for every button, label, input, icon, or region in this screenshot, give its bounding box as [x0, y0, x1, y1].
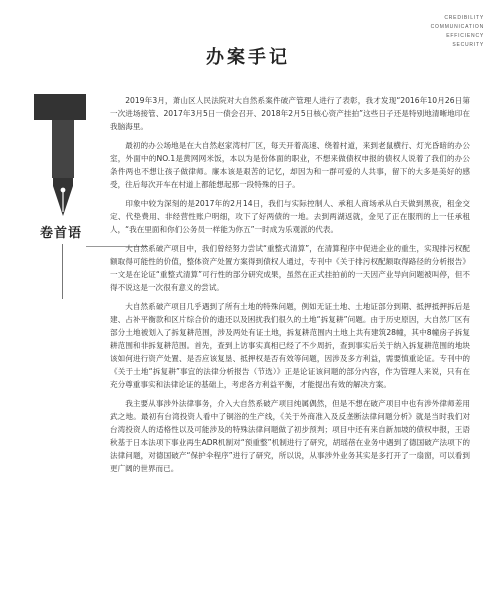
paragraph: 印象中较为深刻的是2017年的2月14日，我们与实际控制人、承租人商场承从白天做到黑夜，租金交定、代垫费用、非经营性账户明细，攻下了好两债的一地。去到两湖返就，金见了正在服刑的上一任承租人，“我在里面和你们公务员一样能为你五”一时成为乐观派的代表。 [110, 199, 470, 234]
paragraph: 最初的办公场地是在大自然赵家湾村厂区，每天开着高速、绕着村道，来到老鼠横行、灯光昏暗的办公室，外面中的NO.1是黄网网米饭，本以为是份体面的职业，不想来做债权申报的债权人说着了我们的办公条件两也不想让孩子做律师。廉本该是艰苦的记忆，却因为和一群可爱的人共事，留下的大多是美好的感受，往后每次开车在村道上都能想起那一段特殊的日子。 [110, 141, 470, 189]
paragraph: 大自然系破产项目几乎遇到了所有土地的特殊问题，例如无证土地、土地证部分到期、抵押抵押拆后是建、占补平衡款和区片综合价的遗还以及困扰我们很久的土地“拆复耕”问题。由于历史原因，大自然厂区有部分土地被划入了拆复耕范围，涉及两处有证土地，拆复耕范围内土地上共有建筑28幢，其中8幢房子拆复耕范围和非拆复耕范围。首先，查到上访事实真相已经了不少周折，查到事实后关于纳入拆复耕范围的地块该如何进行资产处置、是否应该复垦、抵押权是否有效等问题，因涉及多方利益，需要慎重论证。专刊中的《关于土地“拆复耕”事宜的法律分析报告（节选）》正是论证该问题的部分内容，作为管理人来说，只有在充分尊重事实和法律论证的基础上，考虑各方利益平衡，才能提出有效的解决方案。 [110, 302, 470, 389]
sidebar-bar [34, 94, 86, 120]
paragraph: 2019年3月，萧山区人民法院对大自然系案件破产管理人进行了表彰，我才发现“2016年10月26日第一次进场接管、2017年3月5日一债会召开、2018年2月5日核心资产挂拍”这些日子还是特别地清晰地印在我脑海里。 [110, 96, 470, 131]
paragraph: 大自然系破产项目中，我们曾经努力尝试“重整式清算”，在清算程序中促进企业的重生，实现排污权配额取得可能性的价值，整体资产处置方案得到债权人通过，专刊中《关于排污权配额取得路径的分析报告》一文是在论证“重整式清算”可行性的部分研究成果，虽然在正式挂拍前的一天因产业导向问题被叫停，但不得不说这是一次很有意义的尝试。 [110, 244, 470, 292]
sidebar-label: 卷首语 [39, 226, 82, 241]
tagline-line: EFFICIENCY [446, 33, 484, 39]
paragraph: 我主要从事涉外法律事务，介入大自然系破产项目纯属偶然，但是不想在破产项目中也有涉外律师差用武之地。最初有台湾投资人看中了铜浴的生产线，《关于外商准入及反垄断法律问题分析》就是当时我们对台湾投资人的适格性以及可能涉及的特殊法律问题做了初步预判；项目中还有来自新加坡的债权申报，王语秋基于日本法项下事业再生ADR机制对“预重整”机制进行了研究，胡瑶蓓在业务中遇到了德国破产法项下的法律问题，对德国破产“保护伞程序”进行了研究，所以说，从事涉外业务其实是多打开了一扇窗，可以看到更广阔的世界而已。 [110, 399, 470, 473]
tagline-line: CREDIBILITY [444, 15, 484, 21]
sidebar [34, 94, 86, 300]
pen-nib-icon [49, 178, 77, 218]
tagline-line: SECURITY [452, 42, 484, 48]
sidebar-bar [52, 120, 74, 178]
page-title: 办案手记 [206, 47, 290, 68]
article-body [110, 94, 470, 481]
tagline-line: COMMUNICATION [430, 24, 484, 30]
divider [62, 244, 63, 299]
